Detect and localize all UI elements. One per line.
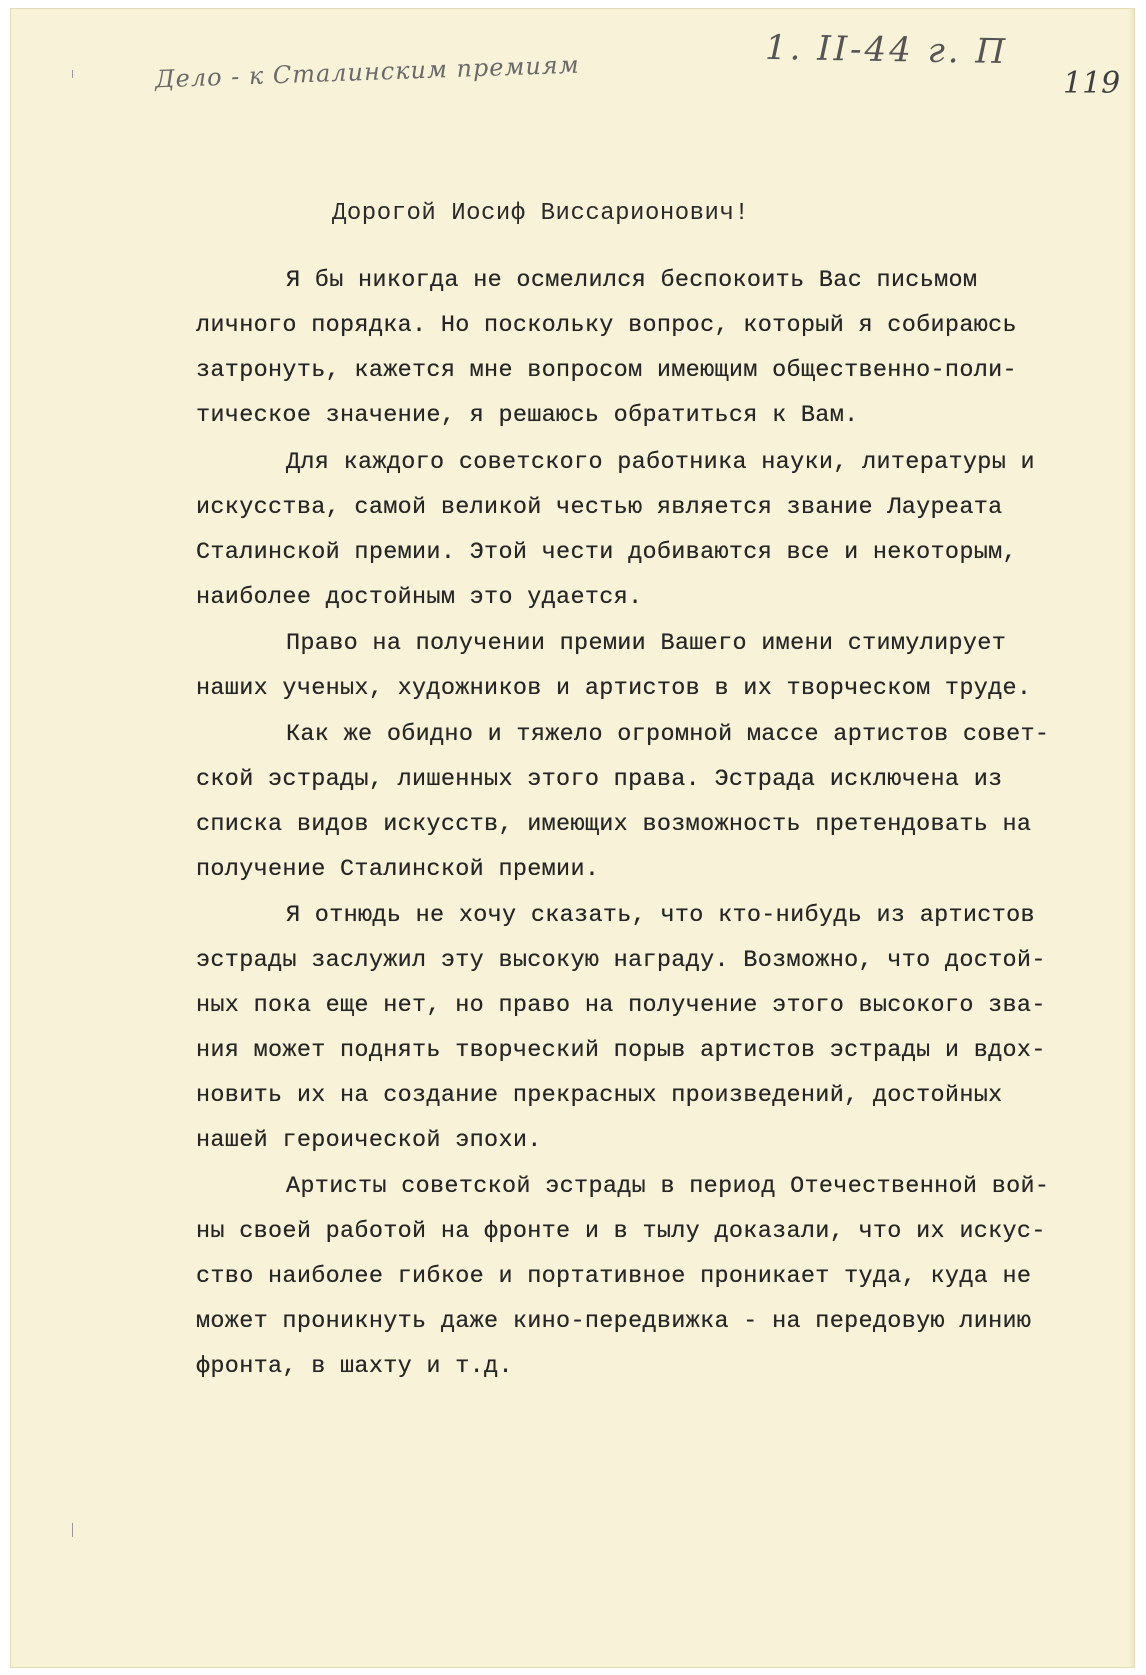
letter-line: Сталинской премии. Этой чести добиваются все и некоторым,	[196, 539, 1017, 566]
handwritten-note: Дело - к Сталинским премиям	[154, 50, 581, 94]
letter-line: тическое значение, я решаюсь обратиться к Вам.	[196, 402, 859, 429]
letter-line: ны своей работой на фронте и в тылу доказали, что их искус-	[196, 1218, 1046, 1245]
letter-line: Для каждого советского работника науки, литературы и	[286, 449, 1035, 476]
letter-line: может проникнуть даже кино-передвижка - на передовую линию	[196, 1308, 1032, 1335]
handwritten-date: 1. II-44 г. П	[764, 27, 1009, 73]
letter-line: нашей героической эпохи.	[196, 1127, 542, 1154]
letter-line: затронуть, кажется мне вопросом имеющим общественно-поли-	[196, 357, 1017, 384]
letter-line: эстрады заслужил эту высокую награду. Возможно, что достой-	[196, 947, 1046, 974]
document-page	[10, 8, 1135, 1668]
letter-line: ния может поднять творческий порыв артистов эстрады и вдох-	[196, 1037, 1046, 1064]
page-number: 119	[1063, 66, 1121, 101]
letter-line: фронта, в шахту и т.д.	[196, 1353, 513, 1380]
letter-line: ской эстрады, лишенных этого права. Эстрада исключена из	[196, 766, 1003, 793]
letter-line: ство наиболее гибкое и портативное проникает туда, куда не	[196, 1263, 1032, 1290]
letter-line: новить их на создание прекрасных произведений, достойных	[196, 1082, 1003, 1109]
letter-line: Я отнюдь не хочу сказать, что кто-нибудь из артистов	[286, 902, 1035, 929]
letter-body	[10, 8, 1135, 1668]
letter-line: искусства, самой великой честью является звание Лауреата	[196, 494, 1003, 521]
letter-line: наиболее достойным это удается.	[196, 584, 643, 611]
letter-line: личного порядка. Но поскольку вопрос, который я собираюсь	[196, 312, 1017, 339]
letter-salutation: Дорогой Иосиф Виссарионович!	[332, 200, 750, 227]
letter-line: Как же обидно и тяжело огромной массе артистов совет-	[286, 721, 1050, 748]
letter-line: Право на получении премии Вашего имени стимулирует	[286, 630, 1007, 657]
letter-line: Артисты советской эстрады в период Отечественной вой-	[286, 1173, 1050, 1200]
letter-line: получение Сталинской премии.	[196, 856, 600, 883]
letter-line: наших ученых, художников и артистов в их творческом труде.	[196, 675, 1032, 702]
letter-line: списка видов искусств, имеющих возможность претендовать на	[196, 811, 1032, 838]
letter-line: ных пока еще нет, но право на получение этого высокого зва-	[196, 992, 1046, 1019]
letter-line: Я бы никогда не осмелился беспокоить Вас письмом	[286, 267, 978, 294]
